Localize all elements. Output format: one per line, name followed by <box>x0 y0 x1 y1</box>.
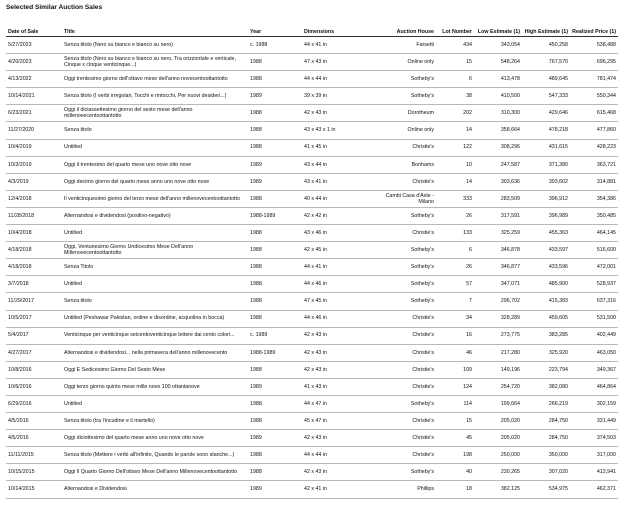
table-row <box>6 413 618 430</box>
cell-year: 1988 <box>248 276 302 293</box>
cell-auction-house: Christie's <box>372 344 436 361</box>
table-row <box>6 207 618 224</box>
cell-lot-number: 14 <box>436 173 474 190</box>
header-high-estimate: High Estimate (1) <box>522 16 570 37</box>
cell-low-estimate: 296,702 <box>474 293 522 310</box>
cell-high-estimate: 415,383 <box>522 293 570 310</box>
cell-title: Alternandosi e dividendosi (positivo-negativo) <box>62 207 248 224</box>
cell-auction-house: Sotheby's <box>372 71 436 88</box>
cell-dimensions: 39 x 39 in <box>302 88 372 105</box>
cell-date: 10/8/2016 <box>6 361 62 378</box>
cell-date: 10/6/2016 <box>6 378 62 395</box>
cell-date: 4/13/2022 <box>6 71 62 88</box>
cell-lot-number: 57 <box>436 276 474 293</box>
cell-realized-price: 464,145 <box>570 225 618 242</box>
cell-high-estimate: 433,597 <box>522 242 570 259</box>
cell-high-estimate: 433,596 <box>522 259 570 276</box>
table-row <box>6 310 618 327</box>
cell-year: 1988 <box>248 447 302 464</box>
cell-high-estimate: 455,363 <box>522 225 570 242</box>
cell-dimensions: 42 x 45 in <box>302 242 372 259</box>
cell-low-estimate: 310,300 <box>474 105 522 122</box>
cell-title: Oggi, Ventunesimo Giorno Undicesimo Mese Dell'anno Millenovecentoottantotto <box>62 242 248 259</box>
cell-low-estimate: 347,071 <box>474 276 522 293</box>
cell-auction-house: Christie's <box>372 447 436 464</box>
cell-high-estimate: 396,912 <box>522 190 570 207</box>
cell-realized-price: 472,001 <box>570 259 618 276</box>
cell-high-estimate: 223,794 <box>522 361 570 378</box>
cell-realized-price: 462,371 <box>570 481 618 498</box>
cell-year: 1988 <box>248 310 302 327</box>
cell-dimensions: 45 x 47 in <box>302 413 372 430</box>
cell-lot-number: 122 <box>436 139 474 156</box>
cell-year: 1989 <box>248 156 302 173</box>
table-row <box>6 361 618 378</box>
cell-date: 11/28/2018 <box>6 207 62 224</box>
cell-auction-house: Online only <box>372 122 436 139</box>
cell-auction-house: Sotheby's <box>372 207 436 224</box>
cell-title: Oggi terzo giorno quinto mese mille nove 100 ottantanove <box>62 378 248 395</box>
cell-realized-price: 637,316 <box>570 293 618 310</box>
cell-lot-number: 6 <box>436 71 474 88</box>
table-row <box>6 464 618 481</box>
cell-dimensions: 43 x 46 in <box>302 225 372 242</box>
cell-title: Oggi Il Quarto Giorno Dell'ottavo Mese Dell'anno Millenovecentoottantotto <box>62 464 248 481</box>
cell-dimensions: 42 x 43 in <box>302 430 372 447</box>
cell-lot-number: 26 <box>436 207 474 224</box>
cell-year: 1988 <box>248 259 302 276</box>
cell-realized-price: 550,344 <box>570 88 618 105</box>
header-low-estimate: Low Estimate (1) <box>474 16 522 37</box>
cell-low-estimate: 308,296 <box>474 139 522 156</box>
cell-auction-house: Christie's <box>372 430 436 447</box>
cell-low-estimate: 413,478 <box>474 71 522 88</box>
cell-dimensions: 47 x 43 in <box>302 54 372 71</box>
cell-auction-house: Christie's <box>372 310 436 327</box>
cell-auction-house: Christie's <box>372 139 436 156</box>
table-row <box>6 447 618 464</box>
cell-date: 4/18/2018 <box>6 242 62 259</box>
cell-auction-house: Farsetti <box>372 37 436 54</box>
cell-dimensions: 42 x 43 in <box>302 464 372 481</box>
cell-auction-house: Sotheby's <box>372 276 436 293</box>
cell-dimensions: 42 x 43 in <box>302 361 372 378</box>
cell-lot-number: 16 <box>436 327 474 344</box>
cell-low-estimate: 217,280 <box>474 344 522 361</box>
cell-date: 10/15/2015 <box>6 464 62 481</box>
cell-lot-number: 6 <box>436 242 474 259</box>
cell-title: Venticinque per venticinque seicentoventicinque lettere dai cento colori... <box>62 327 248 344</box>
cell-dimensions: 42 x 43 in <box>302 105 372 122</box>
cell-lot-number: 38 <box>436 88 474 105</box>
cell-title: Oggi il diciassettesimo giorno del sesto mese dell'anno millenovecentoottantotto <box>62 105 248 122</box>
table-row <box>6 173 618 190</box>
cell-auction-house: Cambi Casa d'Aste - Milano <box>372 190 436 207</box>
cell-realized-price: 314,881 <box>570 173 618 190</box>
cell-realized-price: 350,485 <box>570 207 618 224</box>
cell-low-estimate: 382,125 <box>474 481 522 498</box>
cell-year: 1988 <box>248 122 302 139</box>
cell-lot-number: 34 <box>436 310 474 327</box>
cell-date: 3/7/2018 <box>6 276 62 293</box>
cell-dimensions: 43 x 43 x 1 in <box>302 122 372 139</box>
cell-lot-number: 46 <box>436 344 474 361</box>
cell-low-estimate: 410,500 <box>474 88 522 105</box>
cell-low-estimate: 283,509 <box>474 190 522 207</box>
cell-realized-price: 615,468 <box>570 105 618 122</box>
cell-high-estimate: 350,000 <box>522 447 570 464</box>
table-row <box>6 71 618 88</box>
cell-realized-price: 463,050 <box>570 344 618 361</box>
cell-realized-price: 781,474 <box>570 71 618 88</box>
cell-lot-number: 202 <box>436 105 474 122</box>
table-row <box>6 378 618 395</box>
cell-date: 12/4/2018 <box>6 190 62 207</box>
cell-auction-house: Sotheby's <box>372 88 436 105</box>
cell-lot-number: 434 <box>436 37 474 54</box>
cell-title: Oggi trentesimo giorno dell'ottavo mese dell'anno novecentoottantotto <box>62 71 248 88</box>
cell-lot-number: 40 <box>436 464 474 481</box>
cell-title: Il venticinquesimo giorno del terzo mese dell'anno millenovecentoottantotto <box>62 190 248 207</box>
cell-auction-house: Christie's <box>372 173 436 190</box>
cell-title: Untitled (Peshawar Pakistan, ordine e disordine, acquolina in bocca) <box>62 310 248 327</box>
cell-high-estimate: 478,218 <box>522 122 570 139</box>
cell-dimensions: 44 x 44 in <box>302 447 372 464</box>
cell-title: Untitled <box>62 225 248 242</box>
cell-dimensions: 44 x 46 in <box>302 276 372 293</box>
cell-title: Alternandosi e dividendosi... nella primavera dell'anno millenovecento <box>62 344 248 361</box>
cell-realized-price: 354,386 <box>570 190 618 207</box>
cell-dimensions: 42 x 43 in <box>302 344 372 361</box>
cell-auction-house: Phillips <box>372 481 436 498</box>
cell-title: Senza titolo (Nero su bianco e bianco su nero) <box>62 37 248 54</box>
cell-low-estimate: 199,664 <box>474 395 522 412</box>
cell-year: 1988 <box>248 105 302 122</box>
cell-low-estimate: 247,587 <box>474 156 522 173</box>
cell-dimensions: 41 x 43 in <box>302 378 372 395</box>
cell-low-estimate: 230,265 <box>474 464 522 481</box>
header-year: Year <box>248 16 302 37</box>
cell-high-estimate: 485,900 <box>522 276 570 293</box>
cell-realized-price: 412,941 <box>570 464 618 481</box>
cell-lot-number: 124 <box>436 378 474 395</box>
cell-auction-house: Sotheby's <box>372 242 436 259</box>
cell-auction-house: Sotheby's <box>372 259 436 276</box>
cell-date: 6/23/2021 <box>6 105 62 122</box>
header-date: Date of Sale <box>6 16 62 37</box>
cell-realized-price: 516,600 <box>570 242 618 259</box>
table-row <box>6 190 618 207</box>
table-row <box>6 395 618 412</box>
cell-dimensions: 44 x 41 in <box>302 37 372 54</box>
cell-low-estimate: 317,591 <box>474 207 522 224</box>
table-body <box>6 37 618 499</box>
cell-auction-house: Sotheby's <box>372 293 436 310</box>
cell-title: Oggi E Sedicesimo Giorno Del Sesto Mese <box>62 361 248 378</box>
cell-title: Oggi il trentesimo del quarto mese uno nove otto nove <box>62 156 248 173</box>
table-row <box>6 156 618 173</box>
cell-title: Senza titolo <box>62 293 248 310</box>
cell-auction-house: Christie's <box>372 413 436 430</box>
header-lot-number: Lot Number <box>436 16 474 37</box>
table-row <box>6 54 618 71</box>
cell-realized-price: 538,488 <box>570 37 618 54</box>
cell-title: Alternandosi e Dividendosi <box>62 481 248 498</box>
cell-low-estimate: 548,264 <box>474 54 522 71</box>
cell-dimensions: 44 x 41 in <box>302 259 372 276</box>
table-row <box>6 37 618 54</box>
table-row <box>6 327 618 344</box>
cell-low-estimate: 325,259 <box>474 225 522 242</box>
cell-realized-price: 477,860 <box>570 122 618 139</box>
cell-realized-price: 331,449 <box>570 413 618 430</box>
cell-auction-house: Christie's <box>372 225 436 242</box>
cell-year: 1988-1989 <box>248 344 302 361</box>
cell-realized-price: 349,367 <box>570 361 618 378</box>
cell-date: 10/4/2018 <box>6 225 62 242</box>
cell-high-estimate: 450,258 <box>522 37 570 54</box>
cell-low-estimate: 343,054 <box>474 37 522 54</box>
cell-realized-price: 363,721 <box>570 156 618 173</box>
cell-title: Untitled <box>62 139 248 156</box>
cell-high-estimate: 489,645 <box>522 71 570 88</box>
cell-high-estimate: 396,989 <box>522 207 570 224</box>
cell-lot-number: 7 <box>436 293 474 310</box>
cell-date: 6/29/2016 <box>6 395 62 412</box>
cell-year: 1989 <box>248 378 302 395</box>
cell-lot-number: 333 <box>436 190 474 207</box>
cell-realized-price: 374,503 <box>570 430 618 447</box>
cell-dimensions: 41 x 45 in <box>302 139 372 156</box>
cell-date: 10/14/2015 <box>6 481 62 498</box>
table-row <box>6 344 618 361</box>
cell-title: Oggi decimo giorno del quarto mese anno uno nove otto nove <box>62 173 248 190</box>
table-row <box>6 122 618 139</box>
cell-year: 1989 <box>248 481 302 498</box>
cell-high-estimate: 284,750 <box>522 430 570 447</box>
cell-low-estimate: 149,196 <box>474 361 522 378</box>
page-title: Selected Similar Auction Sales <box>6 4 103 11</box>
table-row <box>6 276 618 293</box>
cell-dimensions: 44 x 46 in <box>302 310 372 327</box>
cell-title: Senza Titolo <box>62 259 248 276</box>
cell-dimensions: 40 x 44 in <box>302 190 372 207</box>
cell-low-estimate: 346,877 <box>474 259 522 276</box>
cell-year: 1988 <box>248 464 302 481</box>
cell-dimensions: 42 x 42 in <box>302 207 372 224</box>
cell-date: 4/27/2017 <box>6 344 62 361</box>
cell-low-estimate: 328,289 <box>474 310 522 327</box>
cell-realized-price: 317,000 <box>570 447 618 464</box>
cell-year: 1988-1989 <box>248 207 302 224</box>
cell-year: 1988 <box>248 395 302 412</box>
cell-auction-house: Dorotheum <box>372 105 436 122</box>
cell-high-estimate: 383,285 <box>522 327 570 344</box>
cell-low-estimate: 205,020 <box>474 430 522 447</box>
cell-date: 11/11/2015 <box>6 447 62 464</box>
table-row <box>6 139 618 156</box>
cell-realized-price: 464,864 <box>570 378 618 395</box>
cell-date: 4/20/2023 <box>6 54 62 71</box>
cell-year: 1988 <box>248 242 302 259</box>
cell-realized-price: 696,295 <box>570 54 618 71</box>
table-row <box>6 430 618 447</box>
cell-lot-number: 114 <box>436 395 474 412</box>
cell-date: 11/29/2017 <box>6 293 62 310</box>
cell-dimensions: 42 x 43 in <box>302 327 372 344</box>
cell-title: Senza titolo (Nero su bianco e bianco su nero, Tra orizzontale e verticale, Cinque x cinque venticinque...) <box>62 54 248 71</box>
cell-year: 1988 <box>248 293 302 310</box>
cell-auction-house: Sotheby's <box>372 464 436 481</box>
cell-year: 1988 <box>248 139 302 156</box>
cell-lot-number: 15 <box>436 413 474 430</box>
cell-lot-number: 45 <box>436 430 474 447</box>
cell-high-estimate: 284,750 <box>522 413 570 430</box>
cell-year: 1988 <box>248 413 302 430</box>
cell-date: 10/5/2017 <box>6 310 62 327</box>
cell-dimensions: 44 x 47 in <box>302 395 372 412</box>
table-row <box>6 259 618 276</box>
cell-title: Senza titolo <box>62 122 248 139</box>
auction-sales-table <box>6 16 618 499</box>
table-header <box>6 16 618 37</box>
cell-year: 1989 <box>248 430 302 447</box>
cell-high-estimate: 547,333 <box>522 88 570 105</box>
cell-date: 4/5/2016 <box>6 430 62 447</box>
cell-date: 10/3/2019 <box>6 156 62 173</box>
table-row <box>6 225 618 242</box>
cell-auction-house: Online only <box>372 54 436 71</box>
cell-date: 4/18/2018 <box>6 259 62 276</box>
header-row <box>6 16 618 37</box>
cell-year: 1988 <box>248 54 302 71</box>
cell-high-estimate: 393,602 <box>522 173 570 190</box>
cell-title: Untitled <box>62 395 248 412</box>
header-title: Title <box>62 16 248 37</box>
table-row <box>6 242 618 259</box>
cell-auction-house: Bonhams <box>372 156 436 173</box>
cell-year: 1989 <box>248 173 302 190</box>
cell-realized-price: 528,937 <box>570 276 618 293</box>
cell-low-estimate: 254,720 <box>474 378 522 395</box>
cell-year: 1989 <box>248 88 302 105</box>
cell-high-estimate: 767,570 <box>522 54 570 71</box>
cell-auction-house: Christie's <box>372 378 436 395</box>
cell-dimensions: 44 x 44 in <box>302 71 372 88</box>
cell-high-estimate: 325,920 <box>522 344 570 361</box>
cell-realized-price: 428,223 <box>570 139 618 156</box>
cell-year: 1988 <box>248 71 302 88</box>
cell-auction-house: Sotheby's <box>372 395 436 412</box>
cell-date: 5/4/2017 <box>6 327 62 344</box>
cell-lot-number: 26 <box>436 259 474 276</box>
cell-date: 11/27/2020 <box>6 122 62 139</box>
cell-title: Oggi diciottesimo del quarto mese anno uno nove otto nove <box>62 430 248 447</box>
cell-high-estimate: 431,615 <box>522 139 570 156</box>
cell-title: Untitled <box>62 276 248 293</box>
cell-low-estimate: 205,020 <box>474 413 522 430</box>
cell-lot-number: 15 <box>436 54 474 71</box>
cell-dimensions: 43 x 44 in <box>302 156 372 173</box>
cell-year: 1988 <box>248 361 302 378</box>
cell-high-estimate: 382,080 <box>522 378 570 395</box>
cell-low-estimate: 250,000 <box>474 447 522 464</box>
table-row <box>6 481 618 498</box>
cell-low-estimate: 358,664 <box>474 122 522 139</box>
cell-low-estimate: 303,636 <box>474 173 522 190</box>
cell-lot-number: 198 <box>436 447 474 464</box>
cell-high-estimate: 534,975 <box>522 481 570 498</box>
table-row <box>6 88 618 105</box>
cell-year: 1988 <box>248 225 302 242</box>
cell-title: Senza titolo (tra l'incudine e il martello) <box>62 413 248 430</box>
cell-lot-number: 109 <box>436 361 474 378</box>
cell-title: Senza titolo (I verbi irregolari, Tocchi e rintocchi, Per nuovi desideri...) <box>62 88 248 105</box>
cell-high-estimate: 266,219 <box>522 395 570 412</box>
cell-dimensions: 42 x 41 in <box>302 481 372 498</box>
cell-date: 5/27/2023 <box>6 37 62 54</box>
cell-high-estimate: 371,380 <box>522 156 570 173</box>
cell-lot-number: 18 <box>436 481 474 498</box>
table-row <box>6 293 618 310</box>
cell-high-estimate: 459,605 <box>522 310 570 327</box>
cell-year: c. 1988 <box>248 37 302 54</box>
cell-realized-price: 531,500 <box>570 310 618 327</box>
cell-low-estimate: 273,775 <box>474 327 522 344</box>
cell-lot-number: 133 <box>436 225 474 242</box>
cell-lot-number: 14 <box>436 122 474 139</box>
cell-date: 4/5/2016 <box>6 413 62 430</box>
cell-high-estimate: 307,020 <box>522 464 570 481</box>
header-dimensions: Dimensions <box>302 16 372 37</box>
cell-date: 4/3/2019 <box>6 173 62 190</box>
cell-date: 10/4/2019 <box>6 139 62 156</box>
cell-dimensions: 43 x 41 in <box>302 173 372 190</box>
table-row <box>6 105 618 122</box>
header-realized-price: Realized Price (1) <box>570 16 618 37</box>
header-auction-house: Auction House <box>372 16 436 37</box>
cell-dimensions: 47 x 45 in <box>302 293 372 310</box>
cell-year: c. 1989 <box>248 327 302 344</box>
cell-title: Senza titolo (Mettere i verbi all'infinito, Quando le parole sono stanche...) <box>62 447 248 464</box>
cell-date: 10/14/2021 <box>6 88 62 105</box>
cell-realized-price: 302,159 <box>570 395 618 412</box>
cell-high-estimate: 429,646 <box>522 105 570 122</box>
cell-realized-price: 402,449 <box>570 327 618 344</box>
cell-year: 1988 <box>248 190 302 207</box>
cell-auction-house: Christie's <box>372 327 436 344</box>
cell-low-estimate: 346,878 <box>474 242 522 259</box>
cell-lot-number: 10 <box>436 156 474 173</box>
cell-auction-house: Christie's <box>372 361 436 378</box>
